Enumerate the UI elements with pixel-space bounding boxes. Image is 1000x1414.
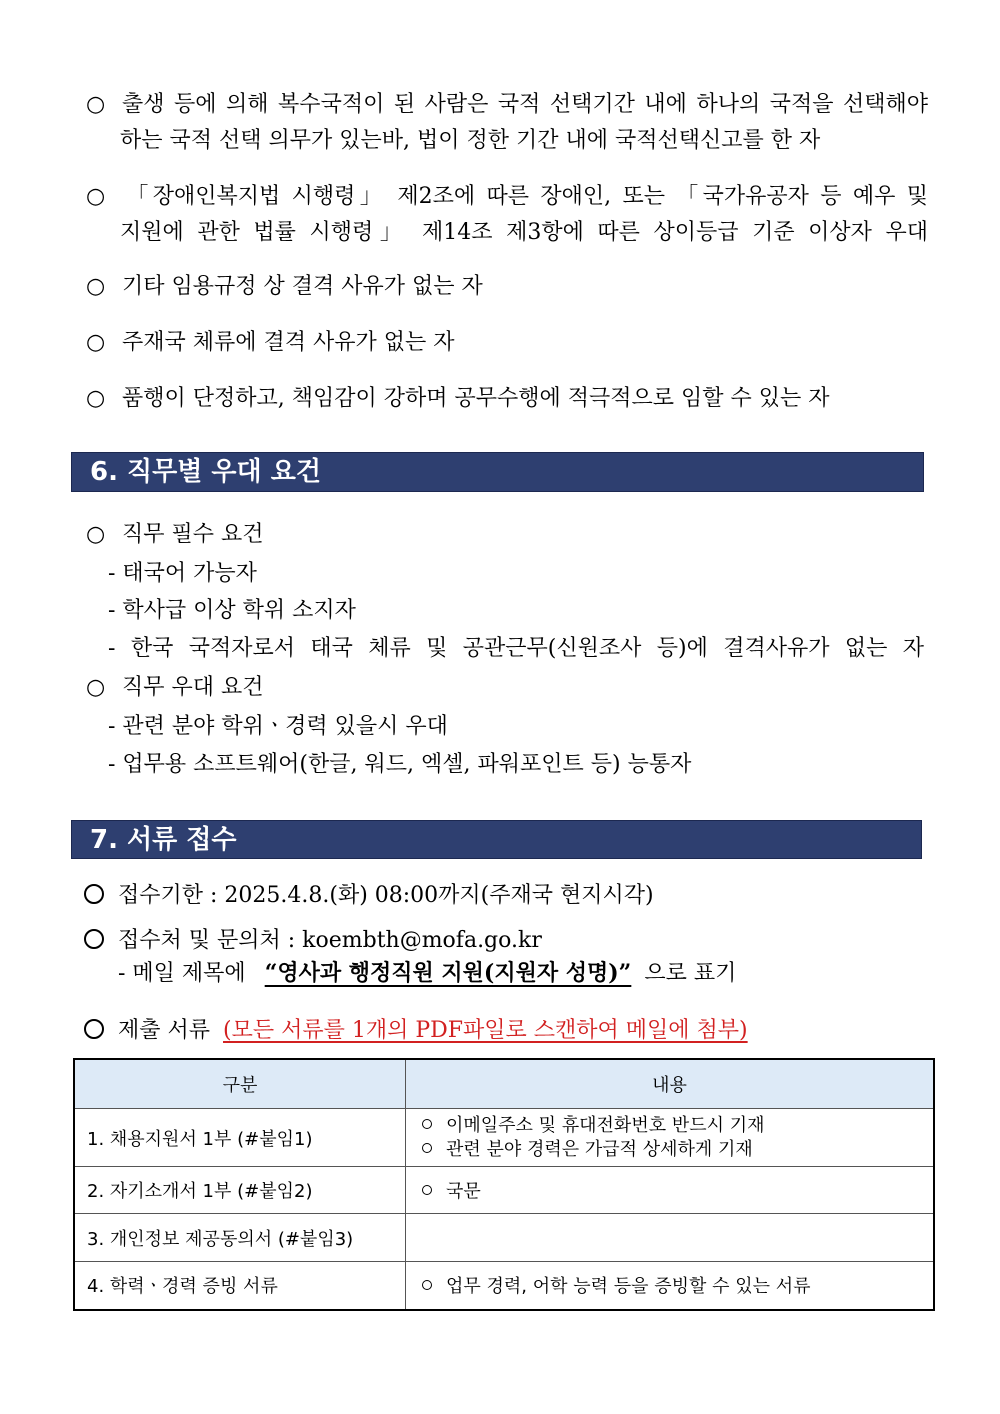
- required-item: - 태국어 가능자: [108, 561, 257, 586]
- table-row: [74, 1109, 934, 1167]
- circle-bullet-icon: [422, 1280, 432, 1290]
- documents-table: [73, 1058, 935, 1311]
- bullet-symbol: ○: [86, 675, 106, 700]
- bullet-symbol: ○: [86, 386, 106, 411]
- content-text: 관련 분야 경력은 가급적 상세하게 기재: [446, 1138, 753, 1160]
- documents-label: [84, 1016, 748, 1046]
- deadline: [84, 881, 654, 911]
- table-row: [74, 1167, 934, 1214]
- document-content: [406, 1262, 935, 1310]
- preferred-heading-text: 직무 우대 요건: [122, 675, 264, 700]
- circle-bullet-icon: [84, 929, 104, 949]
- required-heading: [86, 520, 264, 550]
- preferred-heading: [86, 673, 264, 703]
- bullet-symbol: ○: [86, 330, 106, 355]
- required-item: - 학사급 이상 학위 소지자: [108, 598, 356, 623]
- circle-bullet-icon: [422, 1119, 432, 1129]
- section-6-title: 6. 직무별 우대 요건: [71, 452, 924, 492]
- documents-note: (모든 서류를 1개의 PDF파일로 스캔하여 메일에 첨부): [223, 1018, 748, 1043]
- circle-bullet-icon: [84, 1019, 104, 1039]
- bullet-symbol: ○: [86, 522, 106, 547]
- qualification-text: 주재국 체류에 결격 사유가 없는 자: [122, 330, 455, 355]
- table-row: [74, 1262, 934, 1310]
- circle-bullet-icon: [84, 884, 104, 904]
- header-content: 내용: [406, 1059, 935, 1109]
- header-category: 구분: [74, 1059, 406, 1109]
- qualification-item-4: [86, 328, 455, 358]
- circle-bullet-icon: [422, 1185, 432, 1195]
- document-name: 3. 개인정보 제공동의서 (#붙임3): [74, 1214, 406, 1262]
- contact-text: 접수처 및 문의처 : koembth@mofa.go.kr: [118, 928, 542, 953]
- qualification-text: 「장애인복지법 시행령」 제2조에 따른 장애인, 또는 「국가유공자 등 예우 및: [122, 184, 928, 209]
- content-text: 업무 경력, 어학 능력 등을 증빙할 수 있는 서류: [446, 1276, 811, 1298]
- documents-label-text: 제출 서류: [118, 1018, 211, 1043]
- qualification-text: 하는 국적 선택 의무가 있는바, 법이 정한 기간 내에 국적선택신고를 한 자: [120, 128, 821, 153]
- contact: [84, 926, 542, 956]
- table-row: [74, 1214, 934, 1262]
- document-content: [406, 1167, 935, 1214]
- deadline-text: 접수기한 : 2025.4.8.(화) 08:00까지(주재국 현지시각): [118, 883, 654, 908]
- bullet-symbol: ○: [86, 274, 106, 299]
- qualification-text: 기타 임용규정 상 결격 사유가 없는 자: [122, 274, 483, 299]
- qualification-item-2: [86, 182, 928, 248]
- document-name: 4. 학력ㆍ경력 증빙 서류: [74, 1262, 406, 1310]
- preferred-item: - 업무용 소프트웨어(한글, 워드, 엑셀, 파워포인트 등) 능통자: [108, 752, 692, 777]
- mail-subject-note: [118, 958, 736, 989]
- mail-suffix: 으로 표기: [644, 961, 737, 986]
- content-text: 이메일주소 및 휴대전화번호 반드시 기재: [446, 1114, 765, 1136]
- section-7-title: 7. 서류 접수: [71, 820, 922, 859]
- table-header-row: [74, 1059, 934, 1109]
- qualification-item-3: [86, 272, 483, 302]
- qualification-item-1: [86, 90, 928, 156]
- required-heading-text: 직무 필수 요건: [122, 522, 264, 547]
- document-name: 1. 채용지원서 1부 (#붙임1): [74, 1109, 406, 1167]
- qualification-text: 출생 등에 의해 복수국적이 된 사람은 국적 선택기간 내에 하나의 국적을 선택해야: [122, 92, 928, 117]
- content-text: 국문: [446, 1181, 481, 1202]
- mail-prefix: - 메일 제목에: [118, 961, 246, 986]
- bullet-symbol: ○: [86, 184, 106, 209]
- qualification-text: 품행이 단정하고, 책임감이 강하며 공무수행에 적극적으로 임할 수 있는 자: [122, 386, 830, 411]
- required-item: - 한국 국적자로서 태국 체류 및 공관근무(신원조사 등)에 결격사유가 없는 자: [108, 636, 924, 661]
- document-name: 2. 자기소개서 1부 (#붙임2): [74, 1167, 406, 1214]
- qualification-item-5: [86, 384, 830, 414]
- qualification-text: 지원에 관한 법률 시행령」 제14조 제3항에 따른 상이등급 기준 이상자 우대: [120, 220, 928, 245]
- document-content: [406, 1214, 935, 1262]
- circle-bullet-icon: [422, 1143, 432, 1153]
- mail-subject: “영사과 행정직원 지원(지원자 성명)”: [264, 960, 632, 986]
- document-content: [406, 1109, 935, 1167]
- preferred-item: - 관련 분야 학위ㆍ경력 있을시 우대: [108, 714, 448, 739]
- bullet-symbol: ○: [86, 92, 106, 117]
